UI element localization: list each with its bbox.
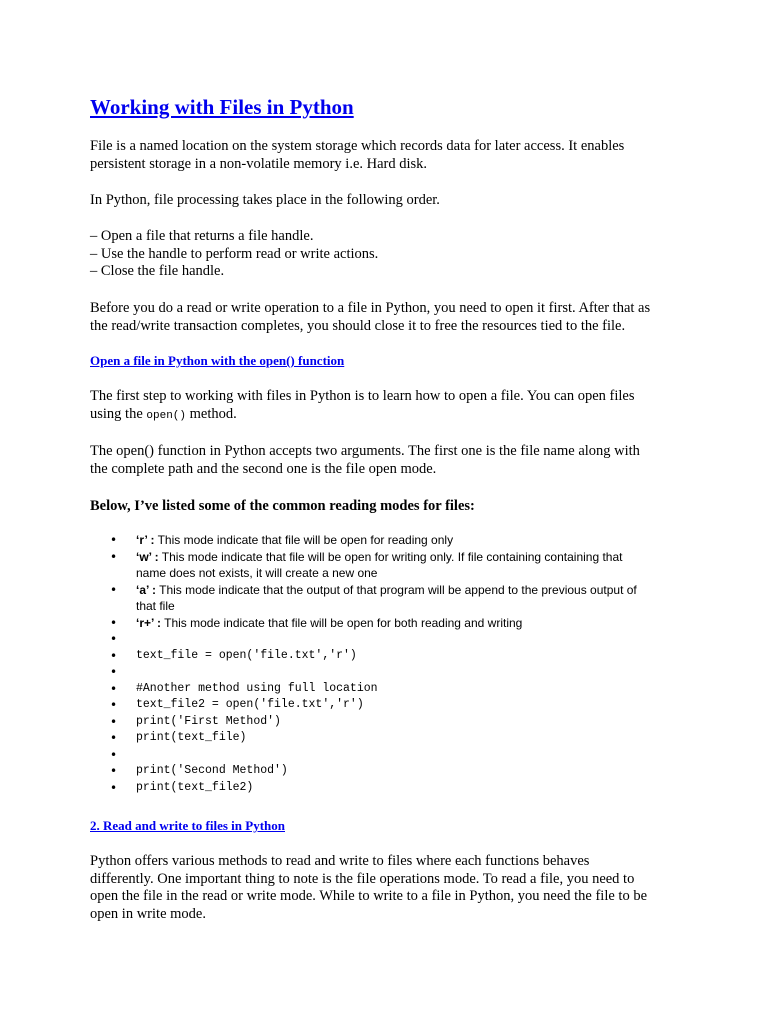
first-step-paragraph	[90, 388, 690, 425]
code-line	[90, 730, 690, 747]
mode-description: This mode indicate that file will be open for both reading and writing	[161, 615, 523, 630]
code-line	[90, 747, 690, 764]
code-text: print(text_file)	[136, 731, 247, 744]
mode-label: ‘r’ :	[136, 533, 155, 547]
modes-heading: Below, I’ve listed some of the common reading modes for files:	[90, 498, 475, 514]
bullet-icon: •	[110, 731, 118, 745]
code-text: text_file2 = open('file.txt','r')	[136, 698, 364, 711]
bullet-icon: •	[110, 549, 118, 564]
code-line	[90, 697, 690, 714]
document-title[interactable]: Working with Files in Python	[90, 95, 354, 119]
open-args-line: The open() function in Python accepts two arguments. The first one is the file name along with	[90, 443, 640, 459]
section2-line: open in write mode.	[90, 905, 206, 922]
bullet-icon: •	[110, 698, 118, 712]
bullet-icon: •	[110, 764, 118, 778]
bullet-icon: •	[110, 632, 118, 646]
steps-list	[90, 228, 690, 281]
code-line	[90, 664, 690, 681]
section2-paragraph	[90, 853, 690, 923]
modes-and-code-list	[90, 532, 690, 796]
section1-heading-link[interactable]: Open a file in Python with the open() function	[90, 353, 345, 368]
before-line: Before you do a read or write operation to a file in Python, you need to open it first. After that as	[90, 300, 651, 316]
bullet-icon: •	[110, 747, 118, 762]
bullet-icon: •	[110, 665, 118, 679]
list-item	[90, 615, 690, 632]
list-item	[90, 582, 690, 615]
mode-description-cont: that file	[136, 599, 175, 613]
step-line: – Close the file handle.	[90, 263, 225, 279]
mode-label: ‘r+’ :	[136, 615, 162, 630]
bullet-icon: •	[110, 714, 118, 729]
before-paragraph	[90, 300, 690, 335]
mode-description: This mode indicate that file will be open for writing only. If file containing containing that	[158, 549, 623, 564]
order-intro-line: In Python, file processing takes place in the following order.	[90, 192, 440, 208]
section2-line: open the file in the read or write mode. While to write to a file in Python, you need the file to be	[90, 888, 648, 904]
bullet-icon: •	[110, 648, 118, 663]
code-line	[90, 631, 690, 648]
first-step-pre: using the	[90, 405, 147, 422]
open-code-inline: open()	[146, 409, 186, 422]
step-line: – Open a file that returns a file handle.	[90, 228, 314, 244]
code-line	[90, 763, 690, 780]
open-args-paragraph	[90, 443, 690, 478]
code-line	[90, 648, 690, 665]
first-step-line: The first step to working with files in Python is to learn how to open a file. You can open files	[90, 388, 635, 404]
code-text: #Another method using full location	[136, 681, 378, 695]
open-args-line: the complete path and the second one is the file open mode.	[90, 460, 437, 477]
list-item	[90, 532, 690, 549]
mode-description-cont: name does not exists, it will create a new one	[136, 566, 378, 580]
section2-line: differently. One important thing to note is the file operations mode. To read a file, you need to	[90, 870, 635, 887]
step-line: – Use the handle to perform read or write actions.	[90, 245, 379, 262]
code-text: text_file = open('file.txt','r')	[136, 648, 357, 662]
first-step-line	[90, 406, 690, 426]
intro-line: persistent storage in a non-volatile memory i.e. Hard disk.	[90, 155, 428, 172]
list-item	[90, 549, 690, 582]
mode-label: ‘w’ :	[136, 549, 159, 564]
intro-paragraph	[90, 138, 690, 173]
mode-description: This mode indicate that file will be open for reading only	[154, 533, 454, 547]
section2-heading-link[interactable]: 2. Read and write to files in Python	[90, 818, 285, 833]
code-line	[90, 714, 690, 731]
code-text: print('Second Method')	[136, 764, 288, 777]
bullet-icon: •	[110, 533, 118, 547]
code-line	[90, 780, 690, 797]
before-line: the read/write transaction completes, you should close it to free the resources tied to the file.	[90, 317, 626, 334]
intro-line: File is a named location on the system storage which records data for later access. It enables	[90, 138, 625, 154]
mode-label: ‘a’ :	[136, 582, 157, 597]
bullet-icon: •	[110, 681, 118, 696]
section2-line: Python offers various methods to read and write to files where each functions behaves	[90, 853, 590, 869]
bullet-icon: •	[110, 780, 118, 795]
bullet-icon: •	[110, 582, 118, 597]
code-text: print('First Method')	[136, 714, 281, 728]
order-intro	[90, 192, 690, 210]
bullet-icon: •	[110, 615, 118, 630]
mode-description: This mode indicate that the output of that program will be append to the previous output of	[156, 582, 637, 597]
code-line	[90, 681, 690, 698]
code-text: print(text_file2)	[136, 780, 254, 794]
first-step-post: method.	[186, 405, 237, 422]
